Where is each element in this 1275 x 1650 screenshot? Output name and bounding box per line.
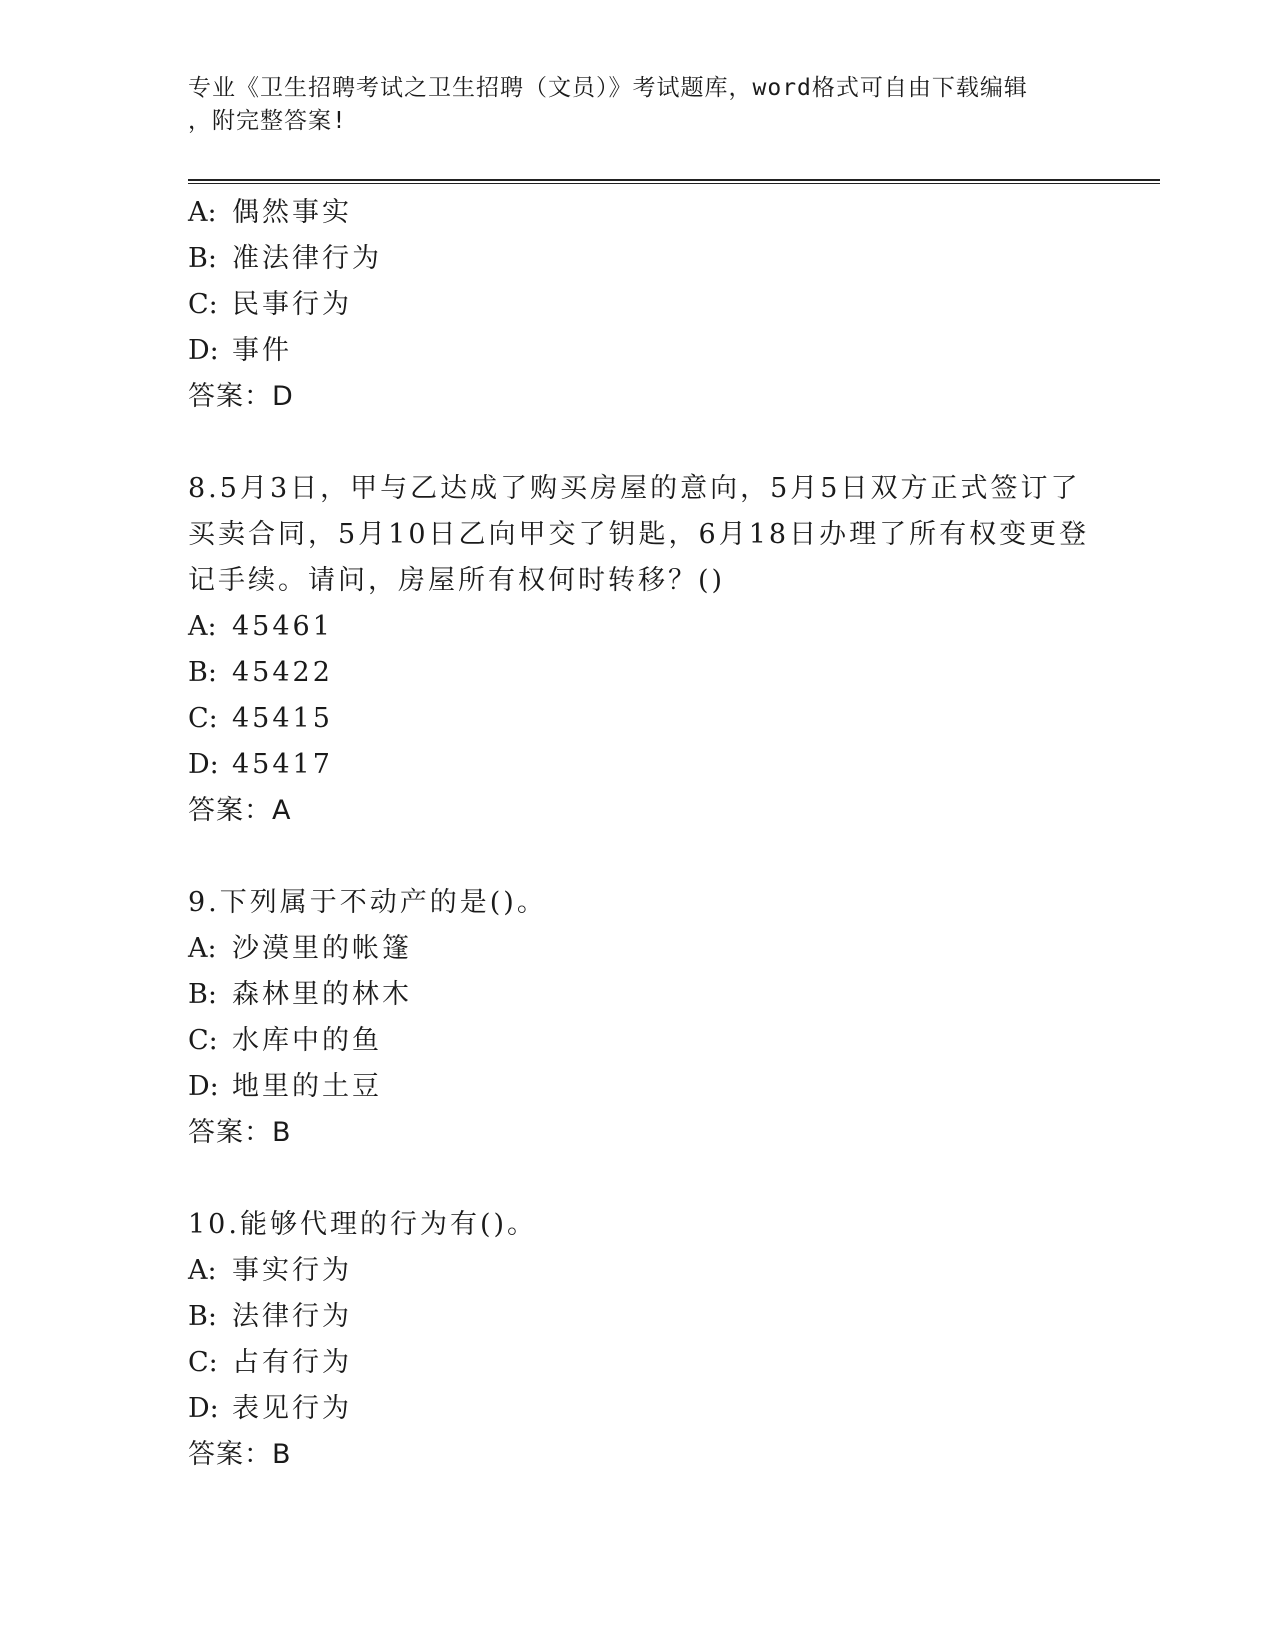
question-stem-line: 买卖合同，5月10日乙向甲交了钥匙，6月18日办理了所有权变更登 xyxy=(188,519,1090,550)
header-divider-thin xyxy=(188,183,1160,184)
question-block-8 xyxy=(188,466,1148,834)
option-d: D: 地里的土豆 xyxy=(188,1071,382,1102)
option-b: B: 森林里的林木 xyxy=(188,979,412,1010)
header-line-2: ，附完整答案! xyxy=(188,108,347,134)
spacer xyxy=(188,420,1148,466)
header-divider-thick xyxy=(188,179,1160,181)
spacer xyxy=(188,834,1148,880)
option-b: B: 准法律行为 xyxy=(188,243,382,274)
spacer xyxy=(188,1156,1148,1202)
question-stem-line: 10.能够代理的行为有()。 xyxy=(188,1209,538,1240)
question-block-9 xyxy=(188,880,1148,1156)
option-c: C: 占有行为 xyxy=(188,1347,352,1378)
answer-line: 答案：D xyxy=(188,381,294,412)
option-c: C: 民事行为 xyxy=(188,289,352,320)
option-d: D: 45417 xyxy=(188,749,333,780)
question-stem-line: 9.下列属于不动产的是()。 xyxy=(188,887,547,918)
option-a: A: 45461 xyxy=(188,611,333,642)
question-block-10 xyxy=(188,1202,1148,1478)
option-b: B: 法律行为 xyxy=(188,1301,352,1332)
question-content xyxy=(188,190,1148,1478)
option-a: A: 偶然事实 xyxy=(188,197,352,228)
answer-line: 答案：A xyxy=(188,795,292,826)
question-stem-line: 8.5月3日，甲与乙达成了购买房屋的意向，5月5日双方正式签订了 xyxy=(188,473,1081,504)
option-b: B: 45422 xyxy=(188,657,333,688)
option-d: D: 表见行为 xyxy=(188,1393,352,1424)
option-c: C: 45415 xyxy=(188,703,333,734)
document-header xyxy=(188,72,1088,138)
answer-line: 答案：B xyxy=(188,1439,292,1470)
answer-line: 答案：B xyxy=(188,1117,292,1148)
question-stem-line: 记手续。请问，房屋所有权何时转移？() xyxy=(188,565,726,596)
option-c: C: 水库中的鱼 xyxy=(188,1025,382,1056)
question-block-prev xyxy=(188,190,1148,420)
option-d: D: 事件 xyxy=(188,335,292,366)
option-a: A: 沙漠里的帐篷 xyxy=(188,933,412,964)
header-line-1: 专业《卫生招聘考试之卫生招聘（文员）》考试题库，word格式可自由下载编辑 xyxy=(188,75,1028,101)
option-a: A: 事实行为 xyxy=(188,1255,352,1286)
